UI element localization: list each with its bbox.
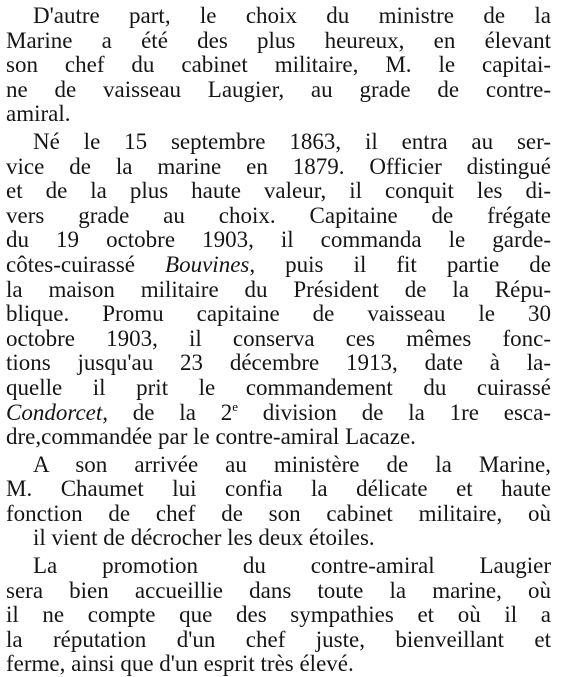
text-line: la réputation d'un chef juste, bienveillant et	[6, 626, 551, 652]
text-line: il ne compte que des sympathies et où il a	[6, 602, 551, 628]
text-segment: , puis il fit partie de	[249, 251, 551, 277]
text-line: dre,commandée par le contre-amiral Lacaze.	[6, 424, 416, 450]
text-line-with-italic	[6, 398, 551, 426]
newspaper-column	[6, 3, 551, 677]
text-line: ferme, ainsi que d'un esprit très élevé.	[6, 651, 354, 677]
ship-name-italic: Bouvines	[165, 251, 250, 277]
text-line: la maison militaire du Président de la Répu-	[6, 276, 551, 302]
text-segment: côtes-cuirassé	[6, 251, 166, 277]
text-line: M. Chaumet lui confia la délicate et haute	[6, 476, 551, 502]
text-line: A son arrivée au ministère de la Marine,	[33, 451, 551, 477]
text-segment: , de la 2	[102, 399, 233, 425]
text-line: ne de vaisseau Laugier, au grade de contre-	[6, 76, 551, 102]
text-line: et de la plus haute valeur, il conquit les di-	[6, 178, 551, 204]
text-line: il vient de décrocher les deux étoiles.	[33, 525, 375, 551]
text-line: D'autre part, le choix du ministre de la	[33, 3, 551, 28]
text-line: Marine a été des plus heureux, en élevant	[6, 27, 551, 53]
paragraph-2	[6, 130, 551, 450]
text-line: quelle il prit le commandement du cuirassé	[6, 374, 551, 400]
paragraph-4	[6, 554, 551, 677]
text-line: vers grade au choix. Capitaine de frégate	[6, 202, 551, 228]
text-line: du 19 octobre 1903, il commanda le garde-	[6, 227, 551, 253]
text-segment: division de la 1re esca-	[237, 399, 551, 425]
ship-name-italic: Condorcet	[6, 399, 103, 425]
text-line: La promotion du contre-amiral Laugier	[33, 553, 551, 579]
text-line: blique. Promu capitaine de vaisseau le 30	[6, 301, 551, 327]
text-line: son chef du cabinet militaire, M. le capitai-	[6, 52, 551, 78]
paragraph-1	[6, 4, 551, 127]
text-line: sera bien accueillie dans toute la marine, où	[6, 577, 551, 603]
text-line: vice de la marine en 1879. Officier distingué	[6, 153, 551, 179]
text-line: Né le 15 septembre 1863, il entra au ser-	[33, 128, 551, 154]
superscript: e	[232, 398, 238, 414]
text-line: octobre 1903, il conserva ces mêmes fonc-	[6, 325, 551, 351]
text-line: fonction de chef de son cabinet militaire, où	[6, 500, 551, 526]
text-line: amiral.	[6, 101, 71, 127]
text-line: tions jusqu'au 23 décembre 1913, date à la-	[6, 350, 551, 376]
text-line-with-italic	[6, 253, 551, 278]
paragraph-3	[6, 453, 551, 551]
